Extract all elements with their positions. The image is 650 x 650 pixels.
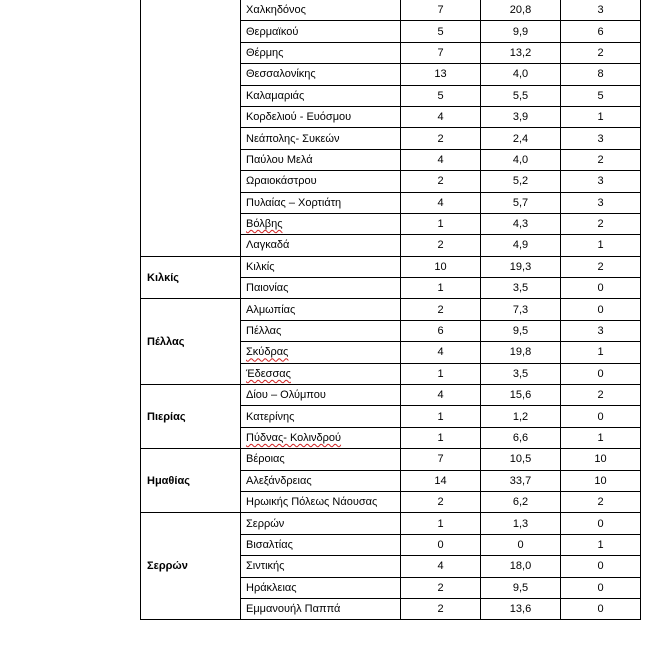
municipality-label: Έδεσσας (246, 367, 291, 380)
municipality-cell: Κατερίνης (241, 406, 401, 427)
value-c-cell: 0 (561, 406, 641, 427)
municipality-label: Βόλβης (246, 218, 283, 231)
value-a-cell: 1 (401, 427, 481, 448)
value-b-cell: 9,5 (481, 320, 561, 341)
value-c-cell: 2 (561, 42, 641, 63)
municipality-cell: Αλμωπίας (241, 299, 401, 320)
value-c-cell: 0 (561, 556, 641, 577)
value-a-cell: 1 (401, 278, 481, 299)
value-b-cell: 10,5 (481, 449, 561, 470)
value-b-cell: 15,6 (481, 385, 561, 406)
value-c-cell: 0 (561, 299, 641, 320)
value-c-cell: 1 (561, 427, 641, 448)
region-cell: Σερρών (141, 513, 241, 620)
municipality-cell: Αλεξάνδρειας (241, 470, 401, 491)
value-b-cell: 7,3 (481, 299, 561, 320)
value-b-cell: 19,8 (481, 342, 561, 363)
value-a-cell: 2 (401, 171, 481, 192)
value-c-cell: 2 (561, 385, 641, 406)
municipality-cell: Εμμανουήλ Παππά (241, 598, 401, 619)
value-a-cell: 1 (401, 513, 481, 534)
value-b-cell: 6,6 (481, 427, 561, 448)
value-c-cell: 1 (561, 235, 641, 256)
value-b-cell: 6,2 (481, 491, 561, 512)
value-a-cell: 4 (401, 385, 481, 406)
value-a-cell: 1 (401, 406, 481, 427)
value-b-cell: 5,5 (481, 85, 561, 106)
value-b-cell: 3,5 (481, 363, 561, 384)
value-c-cell: 1 (561, 534, 641, 555)
value-c-cell: 2 (561, 491, 641, 512)
table-row (141, 513, 641, 534)
municipality-cell: Θέρμης (241, 42, 401, 63)
value-a-cell: 4 (401, 106, 481, 127)
municipality-cell (241, 213, 401, 234)
value-a-cell: 10 (401, 256, 481, 277)
value-c-cell: 1 (561, 106, 641, 127)
value-c-cell: 6 (561, 21, 641, 42)
value-a-cell: 2 (401, 128, 481, 149)
value-b-cell: 4,9 (481, 235, 561, 256)
table-row (141, 256, 641, 277)
municipalities-table (140, 0, 641, 620)
municipality-cell: Ηράκλειας (241, 577, 401, 598)
value-c-cell: 10 (561, 470, 641, 491)
value-c-cell: 2 (561, 213, 641, 234)
value-a-cell: 2 (401, 491, 481, 512)
value-b-cell: 2,4 (481, 128, 561, 149)
region-cell: Κιλκίς (141, 256, 241, 299)
municipality-label: Πύδνας- Κολινδρού (246, 432, 342, 444)
municipality-cell: Κορδελιού - Ευόσμου (241, 106, 401, 127)
value-c-cell: 3 (561, 192, 641, 213)
value-a-cell: 4 (401, 192, 481, 213)
table-row (141, 449, 641, 470)
value-c-cell: 0 (561, 363, 641, 384)
value-b-cell: 20,8 (481, 0, 561, 21)
value-a-cell: 4 (401, 342, 481, 363)
value-c-cell: 2 (561, 256, 641, 277)
table-row (141, 385, 641, 406)
value-b-cell: 5,7 (481, 192, 561, 213)
value-c-cell: 3 (561, 128, 641, 149)
municipality-cell: Παιονίας (241, 278, 401, 299)
value-c-cell: 0 (561, 513, 641, 534)
region-cell: Πιερίας (141, 385, 241, 449)
table-row (141, 0, 641, 21)
municipality-cell: Θεσσαλονίκης (241, 64, 401, 85)
value-a-cell: 7 (401, 449, 481, 470)
municipality-cell: Πυλαίας – Χορτιάτη (241, 192, 401, 213)
value-b-cell: 9,5 (481, 577, 561, 598)
value-a-cell: 2 (401, 299, 481, 320)
municipality-cell (241, 363, 401, 384)
value-a-cell: 2 (401, 235, 481, 256)
region-cell (141, 0, 241, 256)
value-a-cell: 1 (401, 213, 481, 234)
municipality-cell: Νεάπολης- Συκεών (241, 128, 401, 149)
value-c-cell: 1 (561, 342, 641, 363)
value-b-cell: 19,3 (481, 256, 561, 277)
value-c-cell: 3 (561, 171, 641, 192)
value-a-cell: 7 (401, 42, 481, 63)
municipality-cell: Δίου – Ολύμπου (241, 385, 401, 406)
value-b-cell: 13,2 (481, 42, 561, 63)
value-a-cell: 2 (401, 577, 481, 598)
municipality-label: Σκύδρας (246, 346, 289, 359)
municipality-cell: Κιλκίς (241, 256, 401, 277)
value-b-cell: 0 (481, 534, 561, 555)
region-cell: Ημαθίας (141, 449, 241, 513)
value-a-cell: 1 (401, 363, 481, 384)
value-c-cell: 3 (561, 0, 641, 21)
value-b-cell: 1,3 (481, 513, 561, 534)
table-row (141, 299, 641, 320)
value-a-cell: 4 (401, 556, 481, 577)
municipality-cell: Λαγκαδά (241, 235, 401, 256)
value-b-cell: 5,2 (481, 171, 561, 192)
municipality-cell: Σερρών (241, 513, 401, 534)
municipality-cell: Βισαλτίας (241, 534, 401, 555)
value-b-cell: 3,5 (481, 278, 561, 299)
value-a-cell: 5 (401, 85, 481, 106)
municipality-cell (241, 342, 401, 363)
municipality-cell (241, 427, 401, 448)
municipality-cell: Σιντικής (241, 556, 401, 577)
value-a-cell: 6 (401, 320, 481, 341)
value-c-cell: 0 (561, 577, 641, 598)
value-b-cell: 13,6 (481, 598, 561, 619)
value-c-cell: 0 (561, 598, 641, 619)
value-c-cell: 5 (561, 85, 641, 106)
value-a-cell: 7 (401, 0, 481, 21)
value-a-cell: 0 (401, 534, 481, 555)
value-a-cell: 14 (401, 470, 481, 491)
region-cell: Πέλλας (141, 299, 241, 385)
municipality-cell: Καλαμαριάς (241, 85, 401, 106)
municipality-cell: Πέλλας (241, 320, 401, 341)
value-b-cell: 18,0 (481, 556, 561, 577)
value-b-cell: 4,0 (481, 64, 561, 85)
value-c-cell: 2 (561, 149, 641, 170)
value-b-cell: 9,9 (481, 21, 561, 42)
value-c-cell: 8 (561, 64, 641, 85)
value-b-cell: 3,9 (481, 106, 561, 127)
municipality-cell: Θερμαϊκού (241, 21, 401, 42)
value-b-cell: 33,7 (481, 470, 561, 491)
municipality-cell: Χαλκηδόνος (241, 0, 401, 21)
municipality-cell: Ηρωικής Πόλεως Νάουσας (241, 491, 401, 512)
municipality-cell: Ωραιοκάστρου (241, 171, 401, 192)
value-a-cell: 5 (401, 21, 481, 42)
value-b-cell: 4,3 (481, 213, 561, 234)
municipality-cell: Παύλου Μελά (241, 149, 401, 170)
value-a-cell: 2 (401, 598, 481, 619)
value-a-cell: 4 (401, 149, 481, 170)
value-b-cell: 1,2 (481, 406, 561, 427)
value-c-cell: 10 (561, 449, 641, 470)
value-b-cell: 4,0 (481, 149, 561, 170)
municipality-cell: Βέροιας (241, 449, 401, 470)
value-c-cell: 3 (561, 320, 641, 341)
value-a-cell: 13 (401, 64, 481, 85)
value-c-cell: 0 (561, 278, 641, 299)
